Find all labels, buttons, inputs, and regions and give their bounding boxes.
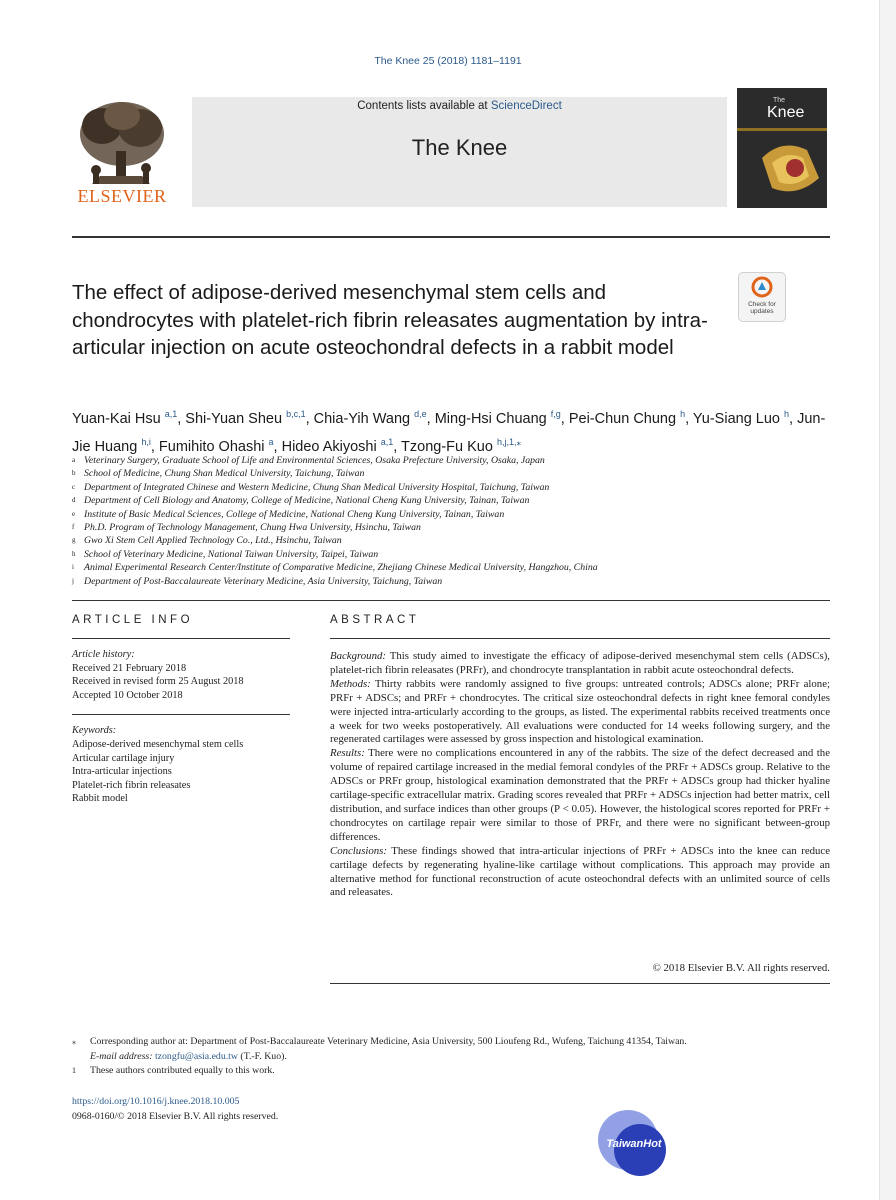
affiliation-key: i [72,563,74,572]
check-updates-line2: updates [750,308,774,315]
affiliation-key: g [72,536,76,545]
affiliation-text: Gwo Xi Stem Cell Applied Technology Co., Ltd., Hsinchu, Taiwan [84,535,342,547]
history-item: Received 21 February 2018 [72,662,187,674]
journal-reference[interactable]: The Knee 25 (2018) 1181–1191 [374,55,522,67]
contents-prefix: Contents lists available at [357,100,491,112]
doi-block [72,1095,278,1124]
keyword: Rabbit model [72,793,128,805]
header-divider [72,236,830,238]
check-updates-icon [751,276,773,300]
author-separator: , [273,438,282,455]
sciencedirect-link[interactable]: ScienceDirect [490,100,562,112]
article-info [72,648,292,806]
affiliation-list [72,454,832,588]
author-name[interactable]: Shi-Yuan Sheu [185,410,283,427]
affiliation-text: Animal Experimental Research Center/Institute of Comparative Medicine, Zhejiang Chinese Medical University, Hangzhou, China [84,562,598,574]
author-affiliation-marker[interactable]: a [268,436,274,447]
author-name[interactable]: Tzong-Fu Kuo [401,438,493,455]
affiliation-key: h [72,549,76,558]
affiliation-item [72,534,832,547]
author-affiliation-marker[interactable]: a,1 [380,436,394,447]
equal-text: These authors contributed equally to this work. [90,1065,275,1077]
check-updates-line1: Check for [748,301,776,308]
keyword: Platelet-rich fibrin releasates [72,779,191,791]
history-rule [72,714,290,715]
author-separator: , [393,438,402,455]
affiliation-key: a [72,456,76,464]
abstract-bottom-rule [330,983,830,984]
affiliation-key: f [72,523,75,532]
cover-title: Knee [767,104,805,121]
cover-the: The [773,97,786,104]
author-separator: , [150,438,159,455]
email-link[interactable]: tzongfu@asia.edu.tw [154,1050,238,1062]
author-affiliation-marker[interactable]: h,j,1,⁎ [496,436,521,447]
abstract-methods [330,678,830,748]
email-suffix: (T.-F. Kuo). [237,1050,287,1062]
page-edge [879,0,896,1200]
abstract-results [330,747,830,844]
abstract-text: There were no complications encountered in any of the rabbits. The size of the defect decreased and the volume of repaired cartilage increased in the medial femoral condyles of the PRFr + ADSCs group. Relative to the ADSCs or PRFr group, histological examination demonstrated that the PRFr + ADSCs group had thicker hyaline cartilage-specific extracellular matrix. Grading scores revealed that PRFr + ADSCs injection had better matrix, cell distribution, and surface indices than other groups (P < 0.05). However, the histological scores reported for PRFr + chondrocytes on cartilage repair were similar to those of PRFr, and there were no significant between-group differences. [330,747,830,843]
equal-mark: 1 [72,1066,76,1076]
abstract-background [330,650,830,678]
history-item: Received in revised form 25 August 2018 [72,676,244,688]
author-separator: , [177,410,186,427]
abstract-text: Thirty rabbits were randomly assigned to five groups: untreated controls; ADSCs alone; PRFr alone; PRFr + ADSCs; and PRFr + chondrocytes. The critical size osteochondral defects in right knee femoral condyles were injected intra-articularly according to the groups, as listed. The experimental rabbits received treatments once a week for two weeks postoperatively. All evaluations were conducted for 14 weeks following surgery, and the regenerated cartilages were assessed by gross inspection and histological examination. [330,677,830,746]
footnotes [72,1035,812,1079]
corresponding-footnote [72,1035,812,1050]
abstract-lead: Methods: [330,677,371,690]
author-separator: , [426,410,435,427]
history-label: Article history: [72,649,135,660]
keyword: Intra-articular injections [72,766,172,778]
keywords-label: Keywords: [72,725,117,737]
affiliation-item [72,454,832,467]
author-name[interactable]: Chia-Yih Wang [313,410,411,427]
corresponding-text: Corresponding author at: Department of Post-Baccalaureate Veterinary Medicine, Asia University, 500 Lioufeng Rd., Wufeng, Taichung 41354, Taiwan. [90,1036,687,1047]
email-footnote [72,1050,812,1065]
watermark-text: TaiwanHot [606,1138,662,1150]
author-separator: , [789,410,798,427]
doi-link[interactable]: https://doi.org/10.1016/j.knee.2018.10.005 [72,1096,240,1107]
affiliation-key: j [72,576,74,585]
author-affiliation-marker[interactable]: b,c,1 [286,409,306,419]
affiliation-text: Institute of Basic Medical Sciences, College of Medicine, National Cheng Kung University, Tainan, Taiwan [84,508,505,520]
author-list [72,403,832,459]
affiliation-key: e [72,509,76,518]
abstract-lead: Results: [330,747,365,760]
check-for-updates-button[interactable] [738,272,786,322]
author-name[interactable]: Pei-Chun Chung [568,410,677,427]
affiliation-key: d [72,496,76,505]
history-item: Accepted 10 October 2018 [72,689,183,701]
contents-line [192,100,727,112]
affiliation-text: Ph.D. Program of Technology Management, Chung Hwa University, Hsinchu, Taiwan [84,522,421,534]
abstract-text: This study aimed to investigate the efficacy of adipose-derived mesenchymal stem cells (ADSCs), platelet-rich fibrin releasates (PRFr), and chondrocyte transplantation in rabbit acute osteochondral defects. [330,650,830,676]
affiliation-key: c [72,482,76,491]
email-label: E-mail address: [90,1050,153,1062]
abstract-lead: Conclusions: [330,844,387,857]
article-info-rule [72,638,290,639]
author-separator: , [305,410,314,427]
author-name[interactable]: Ming-Hsi Chuang [434,410,547,427]
corresponding-mark: ⁎ [72,1037,76,1046]
affiliation-text: Department of Post-Baccalaureate Veterinary Medicine, Asia University, Taichung, Taiwan [84,575,443,587]
affiliation-item [72,575,832,588]
affiliation-item [72,467,832,480]
author-affiliation-marker[interactable]: h,i [141,436,151,447]
elsevier-wordmark: ELSEVIER [77,186,167,206]
affiliation-text: Veterinary Surgery, Graduate School of Life and Environmental Sciences, Osaka Prefecture University, Osaka, Japan [84,455,545,466]
abstract-lead: Background: [330,650,386,662]
affiliation-text: School of Medicine, Chung Shan Medical University, Taichung, Taiwan [84,468,365,480]
affiliations-divider [72,600,830,601]
affiliation-key: b [72,469,76,478]
keyword: Adipose-derived mesenchymal stem cells [72,738,244,750]
abstract-rule [330,638,830,639]
affiliation-text: School of Veterinary Medicine, National Taiwan University, Taipei, Taiwan [84,548,379,560]
author-name[interactable]: Yuan-Kai Hsu [72,410,161,427]
abstract-text: These findings showed that intra-articular injections of PRFr + ADSCs into the knee can reduce cartilage defects by regenerating hyaline-like cartilage without complications. This approach may provide an alternative method for functional reconstruction of acute osteochondral defects with an unlimited source of cells and releasates. [330,844,830,899]
author-affiliation-marker[interactable]: h [680,409,686,419]
author-affiliation-marker[interactable]: f,g [550,409,561,419]
author-name[interactable]: Fumihito Ohashi [158,438,265,455]
author-affiliation-marker[interactable]: h [784,409,790,419]
affiliation-item [72,508,832,521]
journal-banner [192,97,727,207]
abstract-conclusions [330,845,830,901]
affiliation-text: Department of Integrated Chinese and Western Medicine, Chung Shan Medical University Hospital, Taichung, Taiwan [84,481,550,493]
taiwanhot-watermark [594,1108,694,1180]
check-updates-label [739,301,785,315]
affiliation-item [72,561,832,574]
abstract-body [330,650,830,900]
copyright-notice: © 2018 Elsevier B.V. All rights reserved. [652,962,830,974]
affiliation-item [72,494,832,507]
journal-cover[interactable] [737,88,827,208]
journal-name[interactable]: The Knee [411,135,508,160]
article-info-heading: ARTICLE INFO [72,614,194,626]
abstract-heading: ABSTRACT [330,614,420,626]
author-name[interactable]: Hideo Akiyoshi [281,438,377,455]
author-separator: , [560,410,569,427]
affiliation-item [72,481,832,494]
author-name[interactable]: Jun-Jie Huang [72,410,826,455]
keyword: Articular cartilage injury [72,752,175,764]
article-title: The effect of adipose-derived mesenchymal stem cells and chondrocytes with platelet-rich fibrin releasates augmentation by intra-articular injection on acute osteochondral defects in a rabbit model [72,281,708,359]
author-name[interactable]: Yu-Siang Luo [692,410,780,427]
equal-contribution-footnote [72,1064,812,1079]
issn-line: 0968-0160/© 2018 Elsevier B.V. All rights reserved. [72,1110,279,1122]
author-separator: , [685,410,690,427]
author-affiliation-marker[interactable]: d,e [414,409,427,419]
author-affiliation-marker[interactable]: a,1 [164,409,178,419]
affiliation-item [72,521,832,534]
affiliation-text: Department of Cell Biology and Anatomy, College of Medicine, National Cheng Kung University, Tainan, Taiwan [84,495,530,507]
affiliation-item [72,548,832,561]
